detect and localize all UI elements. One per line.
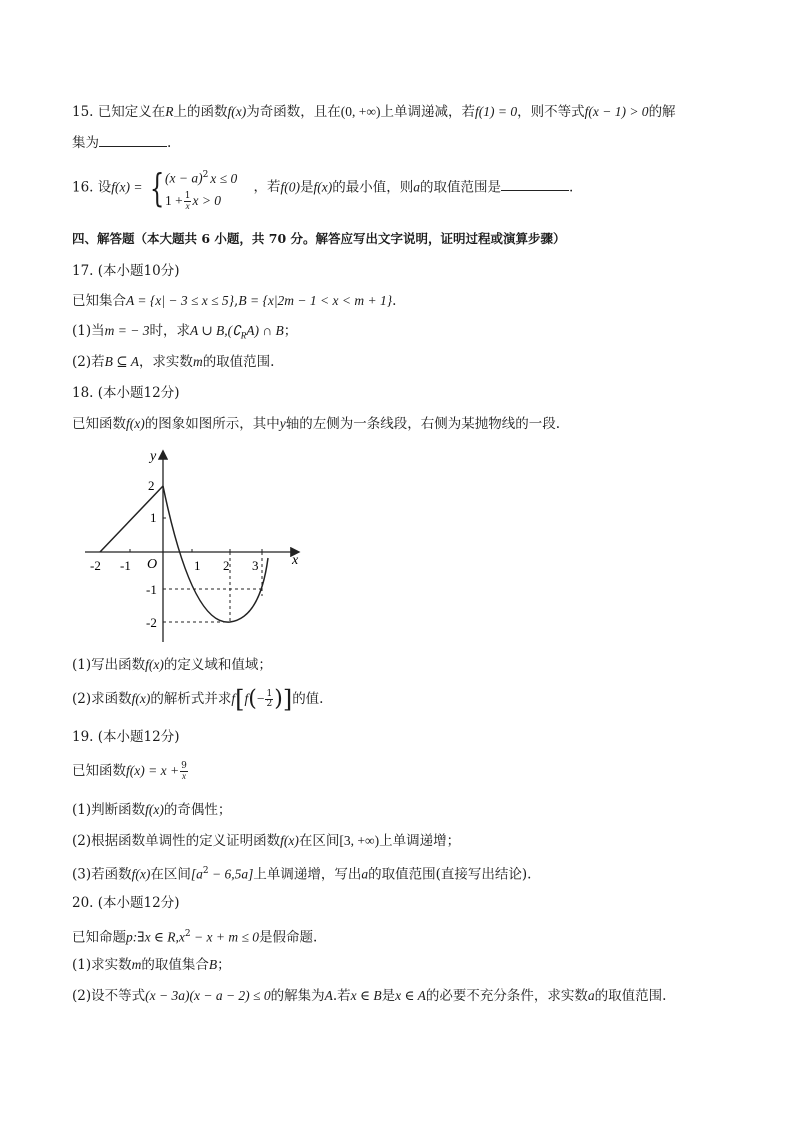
q17-part2 [72, 353, 274, 371]
text: . [167, 135, 172, 151]
text: .若 [332, 988, 351, 1004]
q18-part1 [72, 656, 272, 674]
math: f [231, 691, 236, 706]
text: 的值. [292, 691, 324, 707]
text: 上的函数 [173, 104, 228, 120]
text: 的解 [648, 104, 676, 120]
math: A) ∩ B [246, 323, 284, 338]
text: 的取值范围是 [419, 179, 501, 196]
x-axis-label: x [292, 553, 299, 568]
parabola-curve [163, 486, 268, 622]
denominator: x [181, 771, 186, 781]
text: (1)判断函数 [72, 802, 146, 818]
math: f(x) = [111, 179, 143, 195]
answer-blank[interactable] [501, 178, 569, 191]
text: 的奇偶性； [163, 802, 232, 818]
math: B ⊆ A [104, 354, 139, 369]
text: 集为 [72, 135, 99, 151]
q19-part1 [72, 801, 231, 819]
denominator: x [185, 200, 190, 211]
text: . [392, 293, 397, 309]
text: 上单调递增； [379, 833, 461, 849]
text: (2)若 [72, 354, 105, 370]
numerator: 9 [181, 761, 187, 771]
math: f(x) [313, 179, 333, 195]
math: B = {x|2m − 1 < x < m + 1} [238, 293, 393, 308]
math: [a [190, 866, 203, 882]
text: 的最小值，则 [332, 179, 414, 196]
math: f(0) [280, 179, 300, 195]
q20-part2 [72, 987, 666, 1005]
text: 的取值范围(直接写出结论). [368, 866, 532, 883]
text: (2)根据函数单调性的定义证明函数 [72, 833, 281, 849]
q19-stem [72, 758, 189, 784]
math: a [413, 179, 420, 195]
math: f(x − 1) > 0 [584, 104, 649, 119]
text: 的必要不充分条件，求实数 [425, 988, 588, 1004]
math: x ∈ B [350, 988, 382, 1003]
q15-line2 [72, 134, 171, 152]
y-tick-label: -2 [146, 615, 157, 630]
q17-stem [72, 292, 396, 310]
text: 16. 设 [72, 179, 112, 196]
math: f(x) [227, 104, 247, 119]
text: 已知集合 [72, 293, 126, 309]
text: (1)当 [72, 323, 105, 339]
q18-stem [72, 415, 560, 433]
q20-header: 20. (本小题12分) [72, 895, 180, 911]
text: 的取值范围. [594, 988, 667, 1004]
fraction [180, 762, 188, 781]
q18-part2 [72, 684, 323, 715]
math: y [279, 416, 286, 431]
piecewise-cases [165, 164, 237, 212]
math: x ∈ A [395, 988, 426, 1003]
x-tick-label: 3 [252, 558, 259, 573]
text: 已知函数 [72, 416, 126, 432]
x-tick-label: 2 [223, 558, 230, 573]
origin-label: O [147, 557, 158, 572]
text: (2)设不等式 [72, 988, 146, 1004]
math: A = {x| − 3 ≤ x ≤ 5} [126, 293, 235, 308]
math: [3, +∞) [339, 833, 380, 848]
math: x > 0 [192, 192, 222, 208]
text: (3)若函数 [72, 866, 132, 883]
q16-line [72, 164, 573, 210]
math: 1 + [164, 192, 183, 208]
math: − [256, 691, 265, 706]
x-tick-label: 1 [194, 558, 201, 573]
math: f(x) [126, 416, 145, 431]
text: 的图象如图所示，其中 [144, 416, 280, 432]
text: ，若 [253, 179, 281, 196]
text: 在区间 [150, 866, 191, 883]
text: 的解析式并求 [150, 691, 232, 707]
text: . [568, 179, 574, 196]
q19-part2 [72, 832, 460, 850]
brace: { [149, 165, 165, 210]
exponent: 2 [202, 170, 209, 180]
math: f(x) = x + [126, 763, 180, 778]
text: 的解集为 [270, 988, 325, 1004]
denominator: 2 [266, 699, 273, 709]
text: 是假命题. [259, 929, 318, 946]
math: a [361, 866, 369, 882]
fraction [184, 192, 192, 211]
text: 轴的左侧为一条线段，右侧为某抛物线的一段. [285, 416, 561, 432]
q20-stem [72, 925, 317, 947]
y-tick-label: 2 [148, 478, 155, 493]
text: 15. 已知定义在 [72, 104, 166, 120]
fraction [265, 690, 273, 709]
paren-close: ) [274, 686, 283, 712]
text: 已知命题 [72, 929, 126, 946]
y-tick-label: 1 [150, 510, 157, 525]
q17-part1 [72, 322, 297, 345]
text: 是 [381, 988, 396, 1004]
math: m = − 3 [104, 323, 150, 338]
text: ； [283, 323, 298, 339]
q15-line1 [72, 103, 676, 121]
math: (x − 3a)(x − a − 2) ≤ 0 [145, 988, 271, 1003]
section-title: 四、解答题（本大题共 6 小题，共 70 分。解答应写出文字说明，证明过程或演算步骤） [72, 231, 566, 246]
case-1 [165, 164, 237, 190]
text: 的取值集合 [141, 957, 209, 973]
exponent: 2 [202, 866, 209, 876]
q18-header: 18. (本小题12分) [72, 385, 180, 401]
math: a [587, 988, 595, 1003]
bracket-open: [ [235, 685, 245, 714]
math: (x − a) [164, 170, 203, 186]
text: 的定义域和值域； [163, 657, 272, 673]
x-tick-label: -2 [90, 558, 101, 573]
math: f(x) [280, 833, 299, 848]
q19-part3 [72, 862, 531, 884]
q17-header: 17. (本小题10分) [72, 263, 180, 279]
text: 已知函数 [72, 763, 126, 779]
exponent: 2 [184, 929, 191, 939]
math: − 6,5a] [208, 866, 254, 882]
math: B [208, 957, 218, 972]
math: m [192, 354, 203, 369]
text: , [234, 293, 239, 309]
math: x ≤ 0 [210, 170, 238, 186]
math: p:∃x ∈ R,x [126, 929, 185, 945]
text: (2)求函数 [72, 691, 132, 707]
x-tick-label: -1 [120, 558, 131, 573]
case-2 [165, 190, 237, 212]
text: 上单调递减，若 [380, 104, 475, 120]
bracket-close: ] [282, 685, 293, 714]
text: (1)写出函数 [72, 657, 146, 673]
text: 上单调递增，写出 [253, 866, 362, 883]
y-tick-label: -1 [146, 582, 157, 597]
numerator: 1 [184, 190, 191, 201]
q20-part1 [72, 956, 231, 974]
math: R [165, 104, 174, 119]
q19-header: 19. (本小题12分) [72, 729, 180, 745]
math: A ∪ B,(∁ [189, 323, 241, 338]
paren-open: ( [248, 686, 257, 712]
math: (0, +∞) [340, 104, 381, 119]
text: 在区间 [298, 833, 340, 849]
math: f(x) [145, 657, 164, 672]
numerator: 1 [266, 689, 273, 699]
math: f [244, 691, 249, 706]
text: ； [217, 957, 231, 973]
y-axis-label: y [150, 449, 157, 464]
text: ，求实数 [138, 354, 193, 370]
math: − x + m ≤ 0 [190, 929, 260, 945]
text: ，则不等式 [517, 104, 585, 120]
math: A [324, 988, 333, 1003]
math: f(1) = 0 [474, 104, 518, 119]
text: 的取值范围. [202, 354, 275, 370]
text: 是 [300, 179, 314, 196]
math: f(x) [131, 866, 151, 882]
math: m [131, 957, 142, 972]
text: (1)求实数 [72, 957, 132, 973]
text: 时，求 [149, 323, 190, 339]
subscript: R [240, 330, 247, 341]
function-graph [80, 446, 310, 646]
math: f(x) [131, 691, 151, 706]
math: f(x) [145, 802, 164, 817]
answer-blank[interactable] [99, 134, 167, 147]
text: 为奇函数，且在 [246, 104, 341, 120]
